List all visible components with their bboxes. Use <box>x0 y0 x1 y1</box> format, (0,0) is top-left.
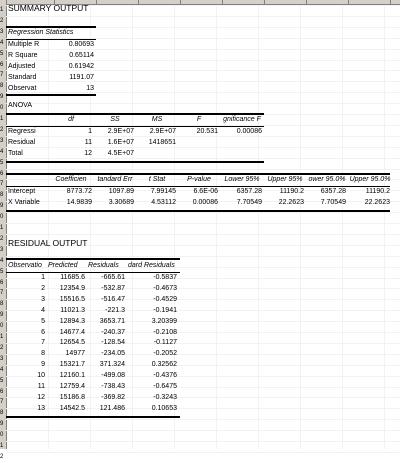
residual-cell: 12654.5 <box>59 339 85 347</box>
coef-bottom-border <box>6 210 390 212</box>
column-separator[interactable] <box>390 0 391 4</box>
gridline <box>6 103 400 104</box>
gridline <box>6 441 400 442</box>
gridline <box>6 234 400 235</box>
residual-cell: -0.6475 <box>153 383 177 390</box>
regression-value: 1191.07 <box>69 73 94 81</box>
row-number[interactable]: 9 <box>0 94 4 101</box>
anova-bottom-border <box>6 161 264 163</box>
column-separator[interactable] <box>306 0 307 4</box>
residual-cell: -499.08 <box>101 372 125 380</box>
regression-label: R Square <box>8 51 38 59</box>
residual-top-border <box>6 258 180 260</box>
anova-cell: 20.531 <box>196 128 218 135</box>
anova-cell: 1 <box>88 128 92 135</box>
residual-column-header: dard Residuals <box>128 262 175 269</box>
column-separator[interactable] <box>96 0 97 4</box>
coef-column-header: t Stat <box>148 176 166 183</box>
residual-cell: 15186.8 <box>59 393 85 401</box>
row-number[interactable]: 3 <box>0 355 4 362</box>
row-number[interactable]: 2 <box>0 344 4 351</box>
row-number[interactable]: 7 <box>0 290 4 297</box>
anova-column-header: SS <box>110 116 120 123</box>
anova-column-header: gnificance F <box>223 116 261 123</box>
residual-cell: 4 <box>41 306 45 314</box>
anova-cell: 2.9E+07 <box>107 128 134 135</box>
row-number[interactable]: 0 <box>0 214 4 221</box>
anova-cell <box>178 149 218 160</box>
residual-cell: -221.3 <box>105 306 125 314</box>
residual-cell: 12894.3 <box>59 317 85 325</box>
anova-cell: 0.00086 <box>236 128 262 135</box>
coef-cell: 3.30689 <box>108 198 134 206</box>
residual-heading: RESIDUAL OUTPUT <box>8 238 88 248</box>
regression-heading: Regression Statistics <box>8 29 74 36</box>
residual-cell: 13 <box>37 404 45 412</box>
coef-cell: 6357.28 <box>320 188 346 195</box>
row-number[interactable]: 7 <box>0 72 4 79</box>
residual-column-header: Residuals <box>88 262 119 269</box>
column-separator[interactable] <box>180 0 181 4</box>
row-number[interactable]: 6 <box>0 61 4 68</box>
gridline <box>6 223 400 224</box>
regression-bottom-border <box>6 94 96 96</box>
coef-cell: 7.70549 <box>320 198 346 206</box>
row-number[interactable]: 2 <box>0 453 4 460</box>
gridline <box>6 212 400 213</box>
residual-cell: 12160.1 <box>59 372 85 380</box>
residual-cell: 14542.5 <box>59 404 85 412</box>
row-number[interactable]: 1 <box>0 225 4 231</box>
coef-cell: 1097.89 <box>108 188 134 195</box>
row-number[interactable]: 1 <box>0 7 4 13</box>
column-separator[interactable] <box>348 0 349 4</box>
column-separator[interactable] <box>222 0 223 4</box>
row-number[interactable]: 1 <box>0 443 4 449</box>
residual-cell: -532.87 <box>101 284 125 292</box>
coef-column-header: Lower 95% <box>224 176 260 183</box>
anova-column-header: F <box>196 116 202 123</box>
row-number[interactable]: 7 <box>0 399 4 406</box>
coef-cell: 6.6E-06 <box>193 188 218 195</box>
coef-cell: 14.9839 <box>66 198 92 206</box>
gridline <box>216 5 217 449</box>
residual-cell: 12759.4 <box>59 383 85 390</box>
residual-cell: -0.1127 <box>153 339 177 347</box>
residual-cell: 6 <box>41 328 45 336</box>
anova-row-label: Regressi <box>8 128 36 135</box>
residual-cell: 15516.5 <box>59 295 85 303</box>
coef-column-header: Upper 95.0% <box>349 176 391 183</box>
residual-cell: 12 <box>37 393 45 401</box>
row-number[interactable]: 6 <box>0 279 4 286</box>
residual-cell: 3653.71 <box>99 317 125 325</box>
residual-cell: -240.37 <box>101 328 125 336</box>
coef-column-header: Coefficien <box>55 176 87 183</box>
residual-cell: -0.2052 <box>153 350 177 358</box>
residual-cell: 3.20399 <box>151 317 177 325</box>
regression-label: Multiple R <box>8 41 40 48</box>
row-number[interactable]: 6 <box>0 170 4 177</box>
coef-row-label: X Variable <box>8 198 40 206</box>
anova-column-header: MS <box>151 116 163 123</box>
residual-cell: -0.2108 <box>153 328 177 336</box>
residual-cell: 0.10653 <box>151 404 177 412</box>
gridline <box>258 5 259 449</box>
regression-value: 13 <box>86 84 94 92</box>
regression-value: 0.65114 <box>69 51 94 59</box>
gridline <box>6 16 400 17</box>
residual-cell: -0.4673 <box>153 284 177 292</box>
residual-cell: -234.05 <box>101 350 125 358</box>
gridline <box>6 452 400 453</box>
anova-cell <box>220 138 262 149</box>
row-number[interactable]: 9 <box>0 421 4 428</box>
regression-value: 0.61942 <box>68 62 94 70</box>
row-number[interactable]: 3 <box>0 137 4 144</box>
row-number[interactable]: 0 <box>0 323 4 330</box>
coef-cell: 4.53112 <box>151 198 176 206</box>
coef-column-header: tandard Err <box>97 176 133 183</box>
coef-cell: 11190.2 <box>365 188 390 195</box>
row-number[interactable]: 4 <box>0 148 4 155</box>
anova-cell: 12 <box>84 149 92 157</box>
coef-cell: 22.2623 <box>364 198 390 206</box>
regression-value: 0.80693 <box>68 41 94 48</box>
residual-cell: 1 <box>41 274 45 281</box>
summary-title: SUMMARY OUTPUT <box>8 3 89 13</box>
row-number[interactable]: 1 <box>0 116 4 122</box>
gridline <box>6 430 400 431</box>
row-number[interactable]: 5 <box>0 50 4 57</box>
row-number[interactable]: 8 <box>0 410 4 417</box>
anova-cell <box>178 138 218 149</box>
residual-cell: 8 <box>41 350 45 358</box>
residual-cell: 10 <box>37 372 45 380</box>
regression-label: Standard <box>8 73 37 81</box>
coef-cell: 7.99145 <box>150 188 176 195</box>
residual-cell: 0.32562 <box>151 361 177 369</box>
anova-cell: 1.6E+07 <box>107 138 134 146</box>
residual-bottom-border <box>6 416 180 418</box>
residual-cell: -0.1941 <box>153 306 177 314</box>
row-number[interactable]: 7 <box>0 181 4 188</box>
column-separator[interactable] <box>264 0 265 4</box>
row-number[interactable]: 4 <box>0 257 4 264</box>
row-number[interactable]: 5 <box>0 377 4 384</box>
coef-cell: 6357.28 <box>236 188 262 195</box>
row-number[interactable]: 8 <box>0 301 4 308</box>
residual-cell: 9 <box>41 361 45 369</box>
row-number[interactable]: 1 <box>0 334 4 340</box>
coef-column-header: P-value <box>187 176 211 183</box>
regression-label: Observat <box>8 84 37 92</box>
residual-cell: -738.43 <box>101 383 125 390</box>
coef-cell: 11190.2 <box>279 188 304 195</box>
residual-cell: -128.54 <box>101 339 125 347</box>
coef-row-label: Intercept <box>8 188 36 195</box>
row-number[interactable]: 3 <box>0 246 4 253</box>
residual-cell: -0.4529 <box>153 295 177 303</box>
row-number[interactable]: 6 <box>0 388 4 395</box>
gridline <box>6 419 400 420</box>
residual-cell: 2 <box>41 284 45 292</box>
residual-cell: 11021.3 <box>60 306 85 314</box>
coef-cell: 0.00086 <box>192 198 218 206</box>
anova-cell: 4.5E+07 <box>107 149 134 157</box>
residual-cell: 12354.9 <box>59 284 85 292</box>
gridline <box>6 169 400 170</box>
row-number[interactable]: 4 <box>0 366 4 373</box>
row-number[interactable]: 4 <box>0 39 4 46</box>
anova-cell <box>136 149 176 160</box>
residual-cell: -369.82 <box>101 393 125 401</box>
row-number[interactable]: 2 <box>0 235 4 242</box>
anova-row-label: Total <box>8 149 23 157</box>
coef-column-header: Upper 95% <box>267 176 303 183</box>
residual-cell: 371.324 <box>99 361 125 369</box>
row-number[interactable]: 3 <box>0 28 4 35</box>
coef-column-header: ower 95.0% <box>308 176 346 183</box>
anova-cell: 11 <box>84 138 92 146</box>
row-number[interactable]: 0 <box>0 432 4 439</box>
residual-cell: 14677.4 <box>59 328 85 336</box>
row-number[interactable]: 8 <box>0 192 4 199</box>
anova-cell: 2.9E+07 <box>149 128 176 135</box>
row-number[interactable]: 9 <box>0 203 4 210</box>
residual-cell: -516.47 <box>101 295 125 303</box>
residual-cell: 5 <box>41 317 45 325</box>
residual-column-header: Predicted <box>48 262 78 269</box>
gridline <box>6 256 400 257</box>
gridline <box>384 5 385 449</box>
residual-cell: 11 <box>37 383 45 390</box>
residual-cell: -0.4376 <box>153 372 177 380</box>
column-separator[interactable] <box>138 0 139 4</box>
anova-cell <box>220 149 262 160</box>
residual-cell: 3 <box>41 295 45 303</box>
row-number[interactable]: 0 <box>0 105 4 112</box>
coef-cell: 8773.72 <box>66 188 92 195</box>
row-number[interactable]: 2 <box>0 17 4 24</box>
gridline <box>300 5 301 449</box>
regression-label: Adjusted <box>8 62 36 70</box>
residual-cell: 14977 <box>65 350 85 358</box>
anova-cell: 1418651 <box>148 138 176 146</box>
row-number[interactable]: 8 <box>0 83 4 90</box>
residual-column-header: Observatio <box>8 262 42 269</box>
residual-cell: 121.486 <box>99 404 125 412</box>
coef-cell: 7.70549 <box>236 198 262 206</box>
residual-cell: -0.3243 <box>153 393 177 401</box>
anova-column-header: df <box>68 116 74 123</box>
residual-cell: 15321.7 <box>59 361 85 369</box>
anova-row-label: Residual <box>8 138 36 146</box>
gridline <box>342 5 343 449</box>
coef-cell: 22.2623 <box>278 198 304 206</box>
row-number[interactable]: 5 <box>0 159 4 166</box>
anova-heading: ANOVA <box>8 102 32 109</box>
residual-cell: 11685.6 <box>60 274 85 281</box>
row-number[interactable]: 5 <box>0 268 4 275</box>
row-number[interactable]: 2 <box>0 126 4 133</box>
residual-cell: 7 <box>41 339 45 347</box>
residual-cell: -0.5837 <box>153 274 177 281</box>
residual-cell: -665.61 <box>101 274 125 281</box>
row-number[interactable]: 9 <box>0 312 4 319</box>
